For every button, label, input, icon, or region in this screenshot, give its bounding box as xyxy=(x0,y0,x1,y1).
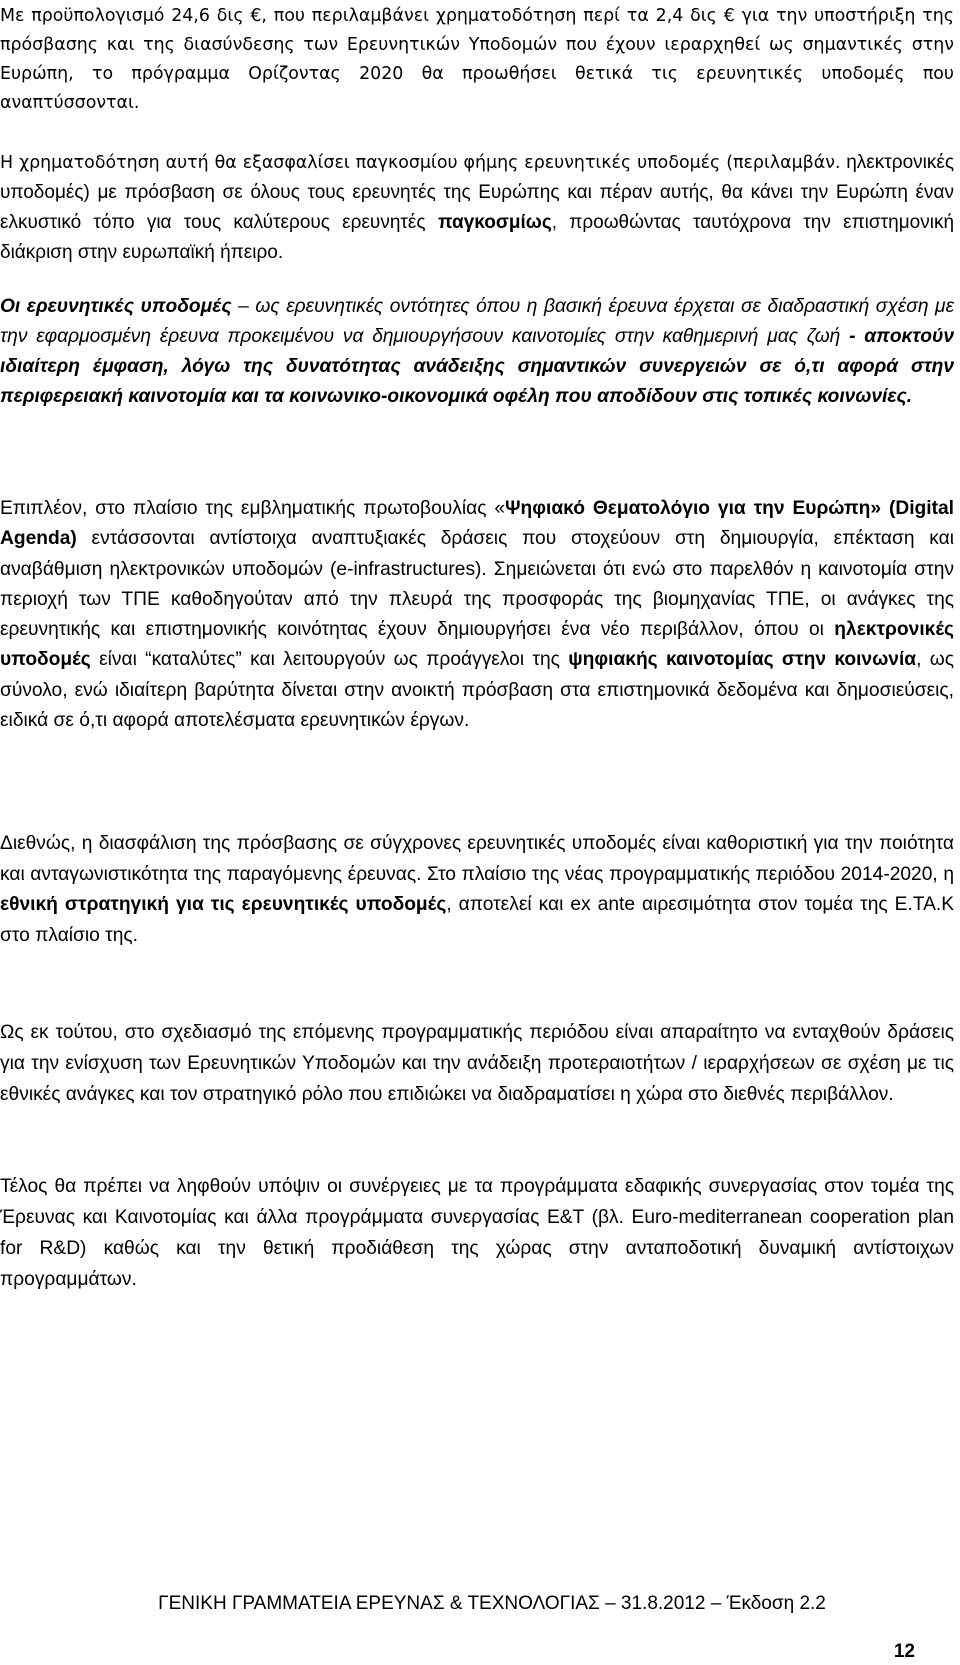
paragraph-cooperation xyxy=(0,1171,954,1295)
p3-italic-body: – ως ερευνητικές οντότητες όπου η βασική έρευνα έρχεται σε διαδραστική σχέση με την εφαρμοσμένη έρευνα προκειμένου να δημιουργήσουν καινοτομίες στην καθημερινή μας ζωή xyxy=(0,296,954,347)
p1-line-3: ιεραρχηθεί ως σημαντικές στην Ευρώπη, το πρόγραμμα Ορίζοντας 2020 θα προωθήσει xyxy=(0,35,955,84)
p2-line-4-rest: , προωθώντας ταυτόχρονα την επιστημονική διάκριση στην ευρωπαϊκή ήπειρο. xyxy=(0,212,955,263)
p6-text-1: Ως εκ τούτου, στο σχεδιασμό της επόμενης προγραμματικής περιόδου είναι απαραίτητο να ενταχθούν δράσεις για την ενίσχυση των Ερευνητικών Υποδομών και την ανάδειξη προτεραιοτήτων / ιεραρχήσεων σε σχέση με τις εθνικές ανάγκες και τον στρατηγικό ρόλο που επιδιώκει να διαδραματίσει η χώρα στο διεθνές περιβάλλον. xyxy=(0,1022,954,1105)
p5-text-1: Διεθνώς, η διασφάλιση της πρόσβασης σε σύγχρονες ερευνητικές υποδομές είναι καθοριστική για την ποιότητα και ανταγωνιστικότητα της παραγόμενης έρευνας. Στο πλαίσιο της νέας προγραμματικής περιόδου 2014-2020, η xyxy=(0,833,954,885)
paragraph-research-infrastructures xyxy=(0,292,954,412)
p4-text-2: εντάσσονται αντίστοιχα αναπτυξιακές δράσεις που στοχεύουν στη δημιουργία, επέκταση και αναβάθμιση ηλεκτρονικών υποδομών (e-infrastructures). Σημειώνεται ότι ενώ στο παρελθόν η καινοτομία στην περιοχή των ΤΠΕ καθοδηγούταν από την πλευρά της προσφοράς της βιομηχανίας ΤΠΕ, οι ανάγκες της ερευνητικής και επιστημονικής κοινότητας έχουν δημιουργήσει ένα νέο περιβάλλον, όπου οι xyxy=(0,528,954,641)
p2-bold-worldwide: παγκοσμίως xyxy=(438,212,552,233)
p2-line-2b: ηλεκτρονικές υποδομές) με πρόσβαση σε όλους τους ερευνητές της Ευρώπης xyxy=(0,152,954,203)
p3-bold-italic-emphasis: - αποκτούν ιδιαίτερη έμφαση, λόγω της δυνατότητας ανάδειξης σημαντικών συνεργειών σε ό,τι αφορά στην περιφερειακή καινοτομία και τα κοινωνικο-οικονομικά οφέλη που αποδίδουν στις τοπικές κοινωνίες. xyxy=(0,326,954,407)
paragraph-budget xyxy=(0,2,954,118)
p5-text-2: , αποτελεί και ex ante αιρεσιμότητα στον τομέα της Ε.ΤΑ.Κ στο πλαίσιο της. xyxy=(0,894,954,946)
paragraph-international-access xyxy=(0,829,954,951)
p1-line-1: Με προϋπολογισμό 24,6 δις €, που περιλαμβάνει χρηματοδότηση περί τα 2,4 δις € για την xyxy=(0,6,808,26)
p3-bold-italic-heading: Οι ερευνητικές υποδομές xyxy=(0,296,232,317)
page-footer xyxy=(0,1592,960,1616)
p2-line-1: Η χρηματοδότηση αυτή θα εξασφαλίσει παγκοσμίου φήμης ερευνητικές υποδομές xyxy=(0,153,721,173)
p5-bold-national-strategy: εθνική στρατηγική για τις ερευνητικές υποδομές xyxy=(0,894,447,915)
p2-line-3: και πέραν αυτής, θα κάνει την Ευρώπη έναν ελκυστικό τόπο για τους καλύτερους ερευνητές xyxy=(0,182,954,233)
p4-bold-e-infrastructures: ηλεκτρονικές υποδομές xyxy=(0,619,954,671)
p2-line-2a: (περιλαμβάν. xyxy=(726,153,841,173)
p4-bold-digital-innovation: ψηφιακής καινοτομίας στην κοινωνία xyxy=(568,649,917,671)
footer-text: ΓΕΝΙΚΗ ΓΡΑΜΜΑΤΕΙΑ ΕΡΕΥΝΑΣ & ΤΕΧΝΟΛΟΓΙΑΣ – 31.8.2012 – Έκδοση 2.2 xyxy=(158,1593,826,1614)
p4-text-3: είναι “καταλύτες” και λειτουργούν ως προάγγελοι της xyxy=(90,649,569,671)
p4-text-1: Επιπλέον, στο πλαίσιο της εμβληματικής πρωτοβουλίας « xyxy=(0,498,506,519)
page-number: 12 xyxy=(893,1641,915,1662)
p1-line-2: υποστήριξη της πρόσβασης και της διασύνδεσης των Ερευνητικών Υποδομών που έχουν xyxy=(0,6,954,55)
paragraph-digital-agenda xyxy=(0,494,954,736)
paragraph-funding xyxy=(0,148,954,268)
p7-text-1: Τέλος θα πρέπει να ληφθούν υπόψιν οι συνέργειες με τα προγράμματα εδαφικής συνεργασίας στον τομέα της Έρευνας και Καινοτομίας και άλλα προγράμματα συνεργασίας Ε&Τ (βλ. Euro-mediterranean cooperation plan for R&D) καθώς και την θετική προδιάθεση της χώρας στην ανταποδοτική δυναμική αντίστοιχων προγραμμάτων. xyxy=(0,1176,954,1290)
p4-text-4: , ως σύνολο, ενώ ιδιαίτερη βαρύτητα δίνεται στην ανοικτή πρόσβαση στα επιστημονικά δεδομένα και δημοσιεύσεις, ειδικά σε ό,τι αφορά αποτελέσματα ερευνητικών έργων. xyxy=(0,649,954,732)
p1-line-4: θετικά τις ερευνητικές υποδομές που αναπτύσσονται. xyxy=(0,64,954,113)
p4-bold-digital-agenda: Ψηφιακό Θεματολόγιο για την Ευρώπη» (Digital Agenda) xyxy=(0,498,954,550)
paragraph-planning xyxy=(0,1017,954,1110)
